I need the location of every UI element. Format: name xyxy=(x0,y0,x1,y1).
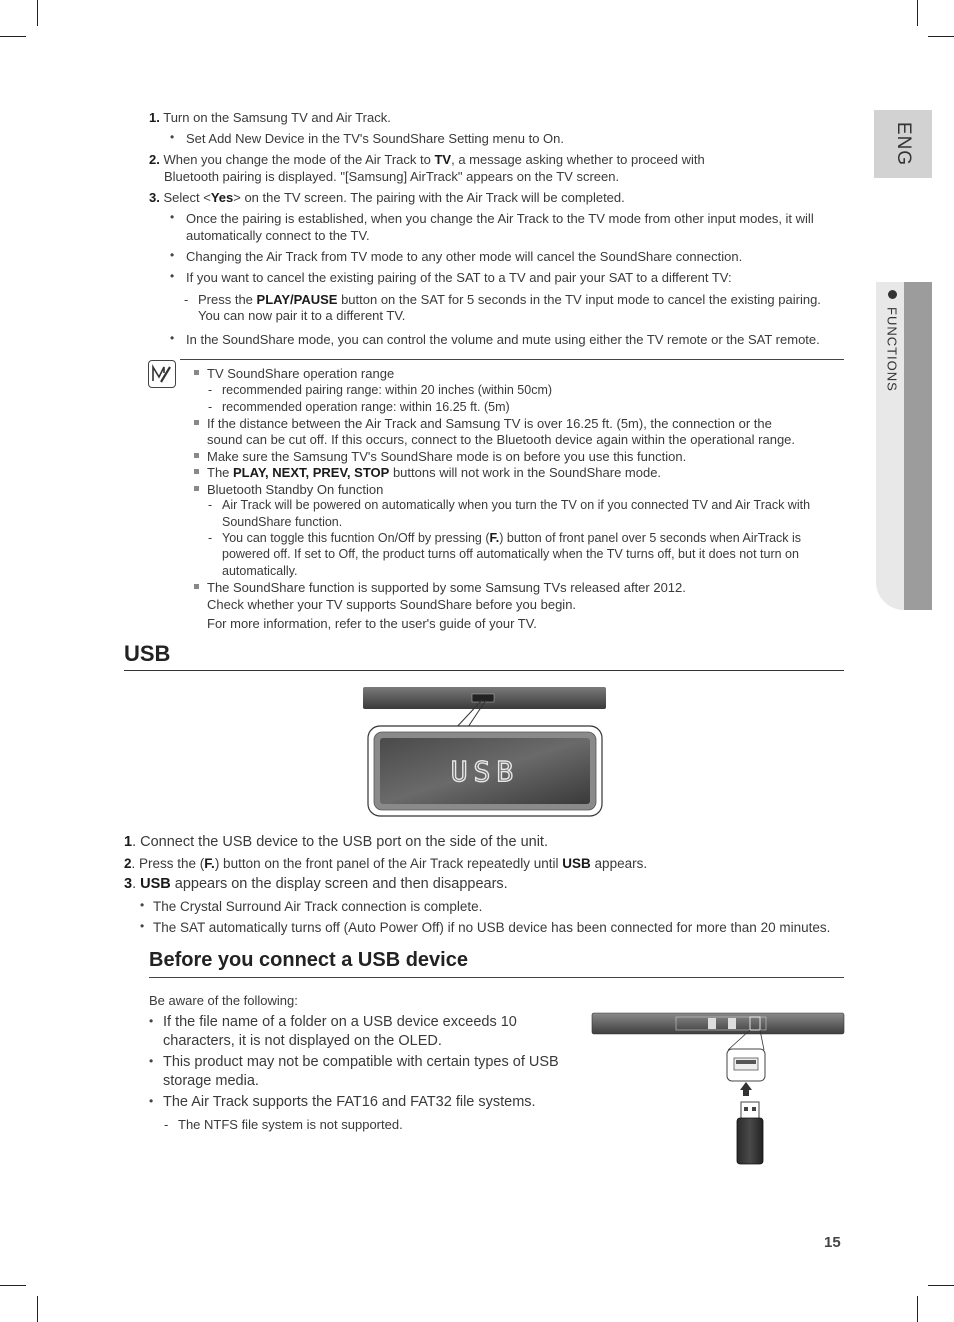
section-tab-label: FUNCTIONS xyxy=(884,307,900,392)
pairing-bullet-3-dash-line2: You can now pair it to a different TV. xyxy=(198,308,406,323)
note-divider xyxy=(180,359,844,360)
pairing-bullet-1-line2: automatically connect to the TV. xyxy=(186,228,370,243)
bullet-icon: • xyxy=(170,130,175,144)
pairing-bullet-2: Changing the Air Track from TV mode to any other mode will cancel the SoundShare connection. xyxy=(186,249,743,264)
page-number: 15 xyxy=(824,1234,841,1251)
bullet-icon: • xyxy=(170,331,175,345)
pairing-step-1-bullet: Set Add New Device in the TV's SoundShare Setting menu to On. xyxy=(186,131,565,146)
dash-icon: - xyxy=(208,400,213,414)
dash-icon: - xyxy=(164,1117,169,1132)
before-usb-bullet-1: If the file name of a folder on a USB device exceeds 10 xyxy=(163,1014,517,1030)
pairing-bullet-3: If you want to cancel the existing pairing of the SAT to a TV and pair your SAT to a different TV: xyxy=(186,270,732,285)
pairing-bullet-3-dash: Press the PLAY/PAUSE button on the SAT for 5 seconds in the TV input mode to cancel the existing pairing. xyxy=(198,292,821,307)
bullet-icon: • xyxy=(149,1054,154,1068)
section-tab-shade xyxy=(904,282,932,610)
usb-stick-illustration xyxy=(590,1010,846,1168)
usb-bullet-1: The Crystal Surround Air Track connection is complete. xyxy=(153,899,483,914)
note-icon xyxy=(148,360,176,388)
note-3: Make sure the Samsung TV's SoundShare mode is on before you use this function. xyxy=(207,449,687,464)
note-6-line2: Check whether your TV supports SoundShare before you begin. xyxy=(207,597,577,612)
note-1-dash-2: recommended operation range: within 16.25 ft. (5m) xyxy=(222,400,510,414)
crop-mark xyxy=(0,1285,26,1286)
before-usb-bullet-1-line2: characters, it is not displayed on the OLED. xyxy=(163,1033,442,1049)
display-usb-text: USB xyxy=(450,755,520,788)
crop-mark xyxy=(0,36,26,37)
crop-mark xyxy=(37,0,38,26)
pairing-bullet-4: In the SoundShare mode, you can control the volume and mute using either the TV remote or the SAT remote. xyxy=(186,332,820,347)
note-2: If the distance between the Air Track and Samsung TV is over 16.25 ft. (5m), the connection or the xyxy=(207,416,772,431)
usb-heading-rule xyxy=(124,670,844,671)
before-usb-bullet-2: This product may not be compatible with certain types of USB xyxy=(163,1054,559,1070)
note-5-dash-1: Air Track will be powered on automatically when you turn the TV on if you connected TV and Air Track with xyxy=(222,498,811,512)
before-usb-intro: Be aware of the following: xyxy=(149,993,298,1008)
square-bullet-icon xyxy=(194,469,199,474)
square-bullet-icon xyxy=(194,584,199,589)
square-bullet-icon xyxy=(194,420,199,425)
note-5-dash-1-line2: SoundShare function. xyxy=(222,515,343,529)
pairing-step-1: 1. Turn on the Samsung TV and Air Track. xyxy=(149,110,391,125)
bullet-icon: • xyxy=(140,898,145,912)
pairing-step-2-line2: Bluetooth pairing is displayed. "[Samsung] AirTrack" appears on the TV screen. xyxy=(164,169,620,184)
crop-mark xyxy=(928,1285,954,1286)
before-usb-heading: Before you connect a USB device xyxy=(149,949,468,971)
note-5-dash-2-line2: powered off. If set to Off, the product turns off automatically when the TV turns off, but it does not turn on xyxy=(222,547,799,561)
note-1: TV SoundShare operation range xyxy=(207,366,395,381)
before-usb-bullet-2-line2: storage media. xyxy=(163,1073,259,1089)
bullet-icon: • xyxy=(170,248,175,262)
dash-icon: - xyxy=(208,498,213,512)
note-2-line2: sound can be cut off. If this occurs, connect to the Bluetooth device again within the operational range. xyxy=(207,432,796,447)
square-bullet-icon xyxy=(194,370,199,375)
note-6: The SoundShare function is supported by some Samsung TVs released after 2012. xyxy=(207,580,686,595)
note-1-dash-1: recommended pairing range: within 20 inches (within 50cm) xyxy=(222,383,553,397)
bullet-icon: • xyxy=(170,269,175,283)
usb-heading: USB xyxy=(124,641,171,666)
front-display-illustration xyxy=(362,686,608,820)
before-usb-bullet-3-dash: The NTFS file system is not supported. xyxy=(178,1117,403,1132)
bullet-icon: • xyxy=(170,210,175,224)
dash-icon: - xyxy=(208,383,213,397)
pairing-step-3: 3. Select <Yes> on the TV screen. The pairing with the Air Track will be completed. xyxy=(149,190,625,205)
pairing-step-2: 2. When you change the mode of the Air Track to TV, a message asking whether to proceed with xyxy=(149,152,705,167)
dash-icon: - xyxy=(184,292,189,307)
bullet-icon: • xyxy=(149,1094,154,1108)
usb-step-1: 1. Connect the USB device to the USB port on the side of the unit. xyxy=(124,834,548,850)
before-usb-heading-rule xyxy=(149,977,844,978)
crop-mark xyxy=(37,1296,38,1322)
square-bullet-icon xyxy=(194,486,199,491)
note-5: Bluetooth Standby On function xyxy=(207,482,384,497)
note-4: The PLAY, NEXT, PREV, STOP buttons will not work in the SoundShare mode. xyxy=(207,465,662,480)
usb-bullet-2: The SAT automatically turns off (Auto Power Off) if no USB device has been connected for more than 20 minutes. xyxy=(153,920,831,935)
crop-mark xyxy=(917,1296,918,1322)
usb-step-2: 2. Press the (F.) button on the front panel of the Air Track repeatedly until USB appears. xyxy=(124,856,648,871)
note-5-dash-2-line3: automatically. xyxy=(222,564,298,578)
note-5-dash-2: You can toggle this fucntion On/Off by pressing (F.) button of front panel over 5 seconds when AirTrack is xyxy=(222,531,802,545)
language-tab xyxy=(874,110,932,178)
crop-mark xyxy=(928,36,954,37)
bullet-dot-icon xyxy=(888,290,897,299)
bullet-icon: • xyxy=(140,919,145,933)
square-bullet-icon xyxy=(194,453,199,458)
dash-icon: - xyxy=(208,531,213,545)
pairing-bullet-1: Once the pairing is established, when you change the Air Track to the TV mode from other input modes, it will xyxy=(186,211,814,226)
bullet-icon: • xyxy=(149,1014,154,1028)
section-tab-label-wrap xyxy=(878,290,906,392)
crop-mark xyxy=(917,0,918,26)
language-tab-label: ENG xyxy=(893,121,914,167)
usb-step-3: 3. USB appears on the display screen and then disappears. xyxy=(124,876,508,892)
before-usb-bullet-3: The Air Track supports the FAT16 and FAT32 file systems. xyxy=(163,1094,536,1110)
note-pen-icon xyxy=(149,361,174,386)
section-tab xyxy=(876,282,932,610)
note-6-line3: For more information, refer to the user's guide of your TV. xyxy=(207,616,537,631)
